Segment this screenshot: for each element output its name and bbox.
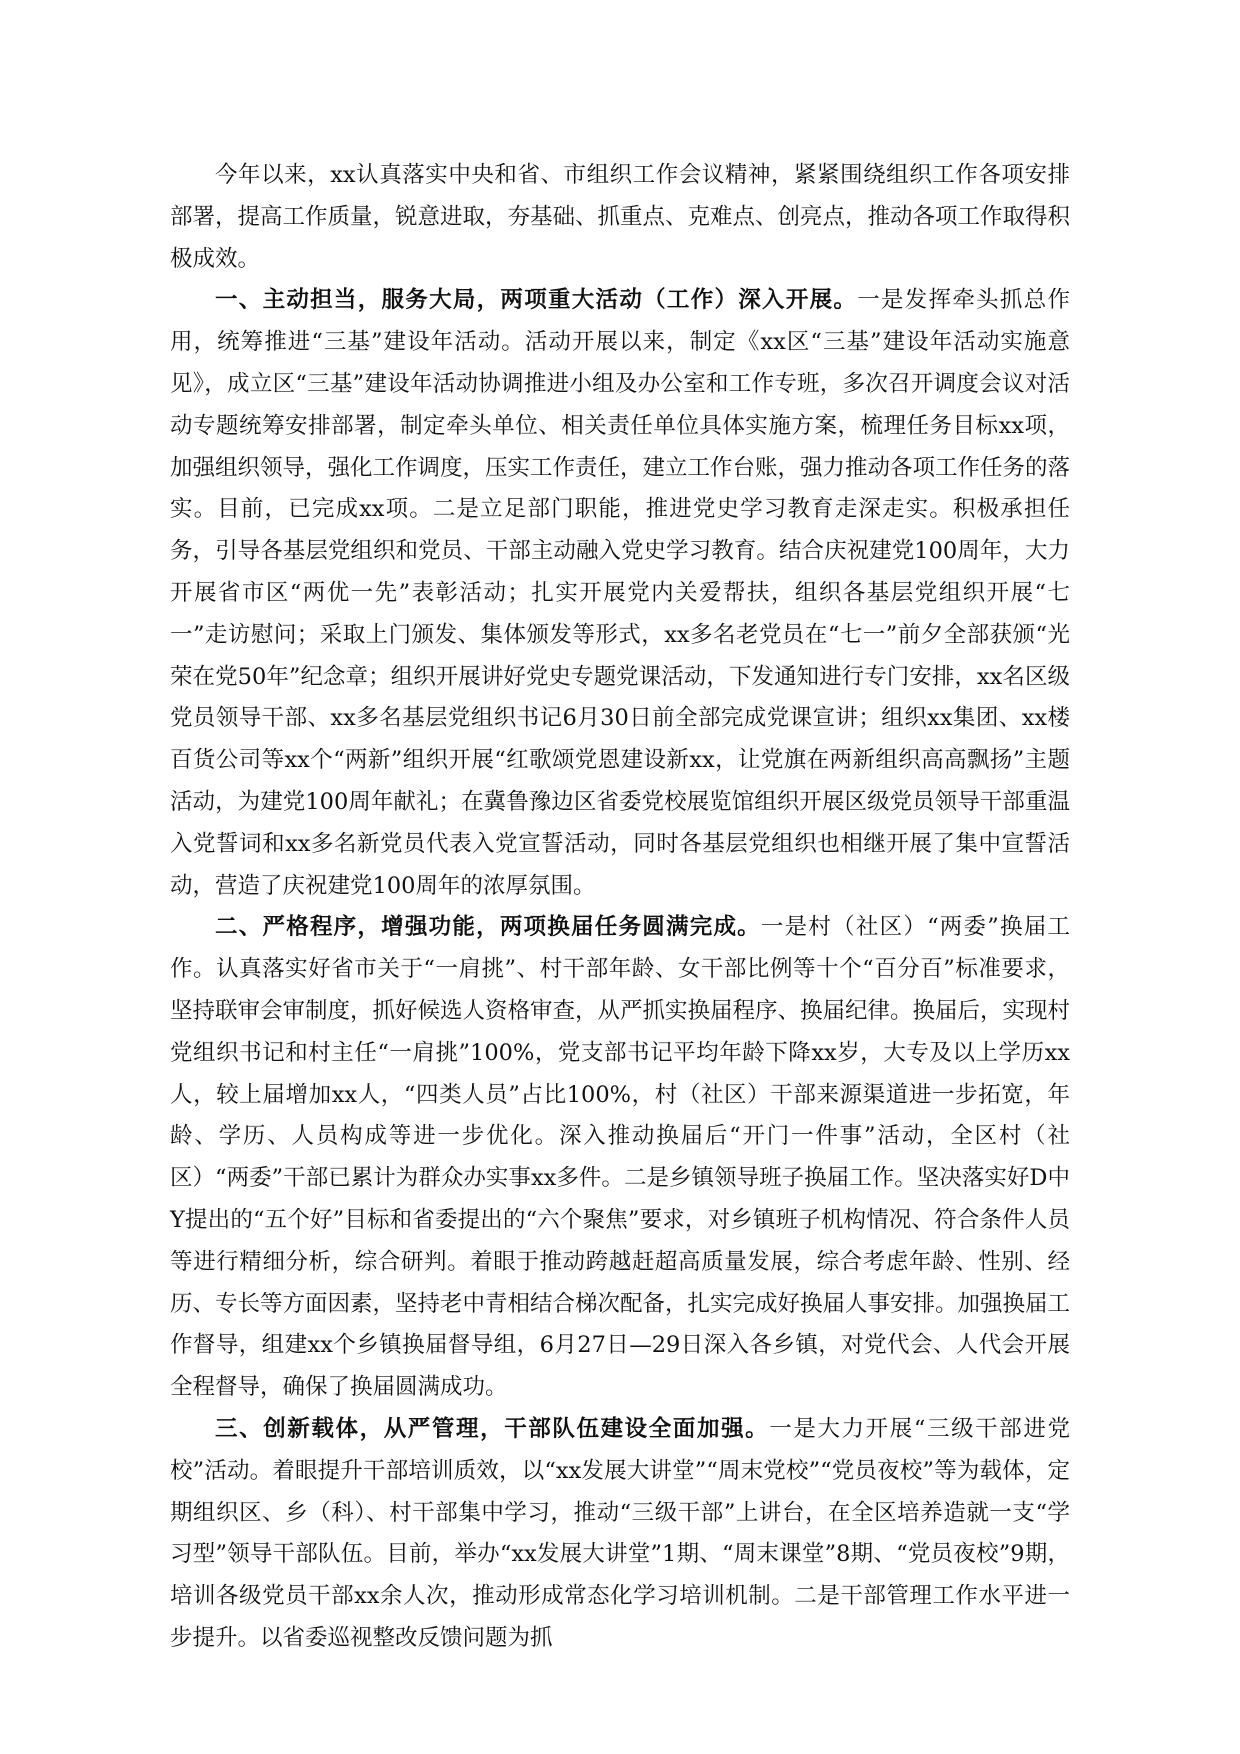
section-1-heading: 一、主动担当，服务大局，两项重大活动（工作）深入开展。 — [215, 287, 858, 314]
section-2-paragraph — [170, 907, 1070, 1409]
section-3-heading: 三、创新载体，从严管理，干部队伍建设全面加强。 — [215, 1415, 770, 1442]
section-1-paragraph — [170, 280, 1070, 907]
section-2-heading: 二、严格程序，增强功能，两项换届任务圆满完成。 — [215, 914, 761, 941]
section-1-body: 一是发挥牵头抓总作用，统筹推进“三基”建设年活动。活动开展以来，制定《xx区“三基”建设年活动实施意见》，成立区“三基”建设年活动协调推进小组及办公室和工作专班，多次召开调度会议对活动专题统筹安排部署，制定牵头单位、相关责任单位具体实施方案，梳理任务目标xx项，加强组织领导，强化工作调度，压实工作责任，建立工作台账，强力推动各项工作任务的落实。目前，已完成xx项。二是立足部门职能，推进党史学习教育走深走实。积极承担任务，引导各基层党组织和党员、干部主动融入党史学习教育。结合庆祝建党100周年，大力开展省市区“两优一先”表彰活动；扎实开展党内关爱帮扶，组织各基层党组织开展“七一”走访慰问；采取上门颁发、集体颁发等形式，xx多名老党员在“七一”前夕全部获颁“光荣在党50年”纪念章；组织开展讲好党史专题党课活动，下发通知进行专门安排，xx名区级党员领导干部、xx多名基层党组织书记6月30日前全部完成党课宣讲；组织xx集团、xx楼百货公司等xx个“两新”组织开展“红歌颂党恩建设新xx，让党旗在两新组织高高飘扬”主题活动，为建党100周年献礼；在冀鲁豫边区省委党校展览馆组织开展区级党员领导干部重温入党誓词和xx多名新党员代表入党宣誓活动，同时各基层党组织也相继开展了集中宣誓活动，营造了庆祝建党100周年的浓厚氛围。 — [170, 287, 1071, 899]
intro-paragraph: 今年以来，xx认真落实中央和省、市组织工作会议精神，紧紧围绕组织工作各项安排部署，提高工作质量，锐意进取，夯基础、抓重点、克难点、创亮点，推动各项工作取得积极成效。 — [170, 162, 1071, 272]
section-2-body: 一是村（社区）“两委”换届工作。认真落实好省市关于“一肩挑”、村干部年龄、女干部比例等十个“百分百”标准要求，坚持联审会审制度，抓好候选人资格审查，从严抓实换届程序、换届纪律。换届后，实现村党组织书记和村主任“一肩挑”100%，党支部书记平均年龄下降xx岁，大专及以上学历xx人，较上届增加xx人，“四类人员”占比100%，村（社区）干部来源渠道进一步拓宽，年龄、学历、人员构成等进一步优化。深入推动换届后“开门一件事”活动，全区村（社区）“两委”干部已累计为群众办实事xx多件。二是乡镇领导班子换届工作。坚决落实好D中Y提出的“五个好”目标和省委提出的“六个聚焦”要求，对乡镇班子机构情况、符合条件人员等进行精细分析，综合研判。着眼于推动跨越赶超高质量发展，综合考虑年龄、性别、经历、专长等方面因素，坚持老中青相结合梯次配备，扎实完成好换届人事安排。加强换届工作督导，组建xx个乡镇换届督导组，6月27日—29日深入各乡镇，对党代会、人代会开展全程督导，确保了换届圆满成功。 — [170, 914, 1071, 1401]
section-3-paragraph — [170, 1409, 1070, 1660]
document-body — [170, 155, 1070, 1660]
section-3-body: 一是大力开展“三级干部进党校”活动。着眼提升干部培训质效，以“xx发展大讲堂”“周末党校”“党员夜校”等为载体，定期组织区、乡（科）、村干部集中学习，推动“三级干部”上讲台，在全区培养造就一支“学习型”领导干部队伍。目前，举办“xx发展大讲堂”1期、“周末课堂”8期、“党员夜校”9期，培训各级党员干部xx余人次，推动形成常态化学习培训机制。二是干部管理工作水平进一步提升。以省委巡视整改反馈问题为抓 — [170, 1415, 1070, 1651]
